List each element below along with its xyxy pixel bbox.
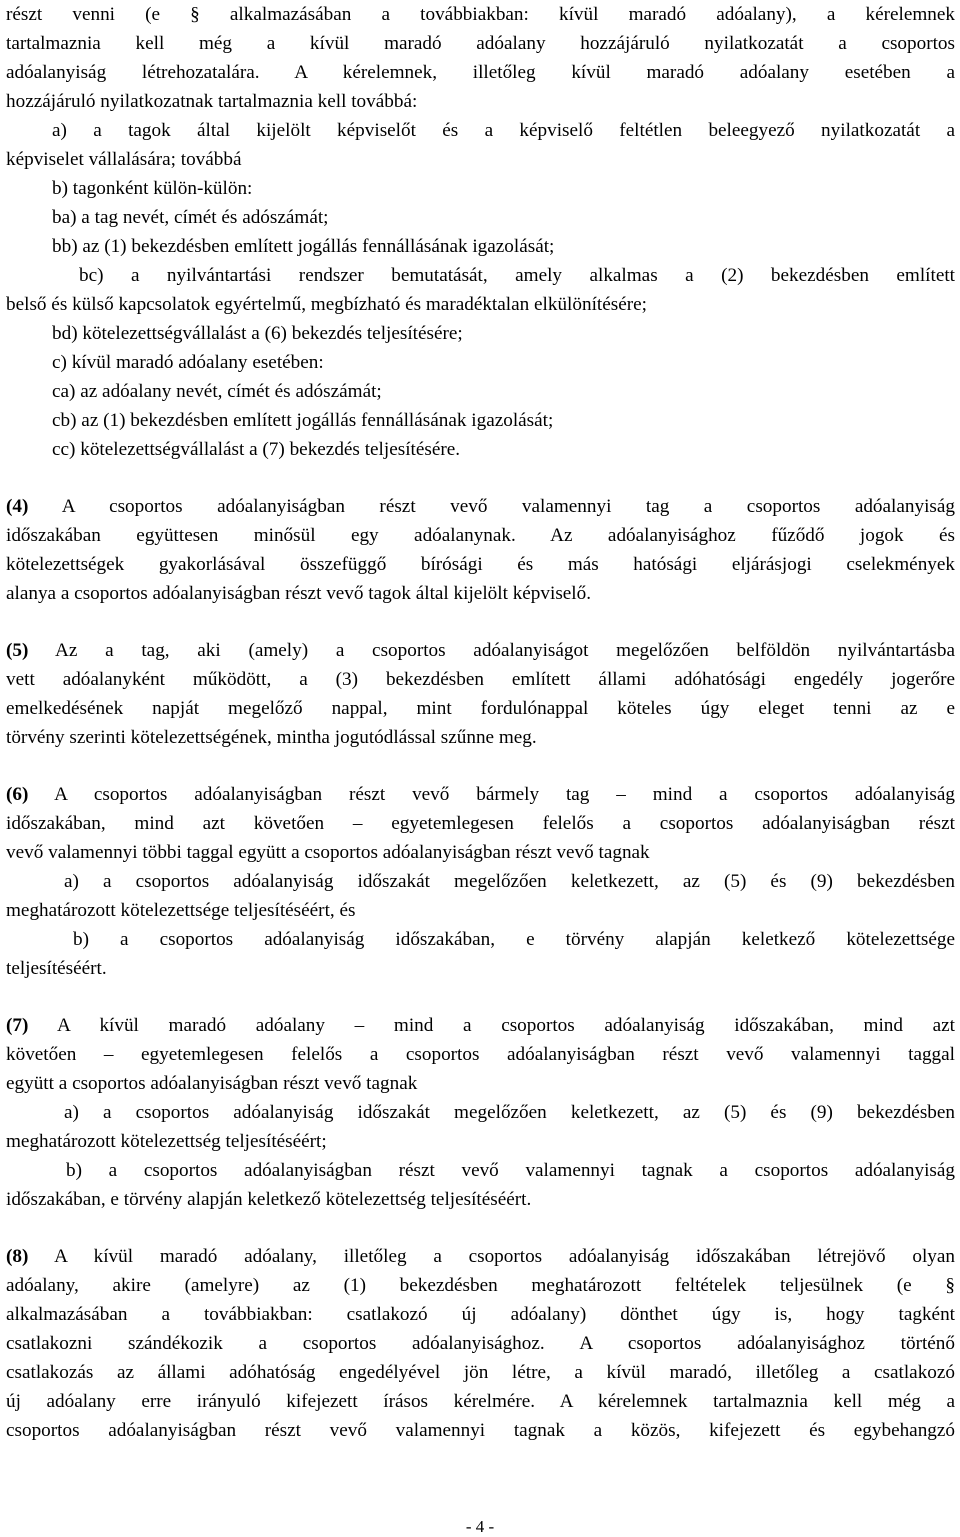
text-line: adóalanyiság létrehozatalára. A kérelemnek, illetőleg kívül maradó adóalany esetében a [6,62,955,83]
text-line: bd) kötelezettségvállalást a (6) bekezdés teljesítésére; [52,323,463,344]
text-line: alkalmazásában a továbbiakban: csatlakozó új adóalany) dönthet úgy is, hogy tagként [6,1304,955,1325]
page-number: - 4 - [465,1517,495,1536]
paragraph-number: (4) [6,496,29,517]
text-line: vett adóalanyként működött, a (3) bekezdésben említett állami adóhatósági engedély jogerőre [6,669,955,690]
paragraph-number: (5) [6,640,29,661]
paragraph-5 [6,636,955,752]
text-line: emelkedésének napját megelőző nappal, mint fordulónappal köteles úgy eleget tenni az e [6,698,955,719]
paragraph-number: (6) [6,784,29,805]
text-line: időszakában együttesen minősül egy adóalanynak. Az adóalanyisághoz fűződő jogok és [6,525,955,546]
text-line: (7) A kívül maradó adóalany – mind a csoportos adóalanyiság időszakában, mind azt [6,1015,955,1036]
document-page [6,0,955,1445]
text-line: együtt a csoportos adóalanyiságban részt vevő tagnak [6,1073,418,1094]
text-line: adóalany, akire (amelyre) az (1) bekezdésben meghatározott feltételek teljesülnek (e § [6,1275,955,1296]
text-line: csoportos adóalanyiságban részt vevő valamennyi tagnak a közös, kifejezett és egybehangzó [6,1420,955,1441]
text-line: (4) A csoportos adóalanyiságban részt vevő valamennyi tag a csoportos adóalanyiság [6,496,955,517]
text-line: csatlakozni szándékozik a csoportos adóalanyisághoz. A csoportos adóalanyisághoz történő [6,1333,955,1354]
text-line: cc) kötelezettségvállalást a (7) bekezdés teljesítésére. [52,439,461,460]
paragraph-7 [6,1011,955,1214]
paragraph-number: (8) [6,1246,29,1267]
paragraph-6 [6,780,955,983]
text-line: b) a csoportos adóalanyiság időszakában, e törvény alapján keletkező kötelezettsége [73,929,955,950]
text-line: bb) az (1) bekezdésben említett jogállás fennállásának igazolását; [52,236,555,257]
text-line: bc) a nyilvántartási rendszer bemutatását, amely alkalmas a (2) bekezdésben említett [79,265,955,286]
text-line: részt venni (e § alkalmazásában a továbbiakban: kívül maradó adóalany), a kérelemnek [6,4,955,25]
text-line: időszakában, e törvény alapján keletkező kötelezettség teljesítéséért. [6,1189,532,1210]
text-line: új adóalany erre irányuló kifejezett írásos kérelmére. A kérelemnek tartalmaznia kell még a [6,1391,955,1412]
paragraph-8 [6,1242,955,1445]
text-line: a) a tagok által kijelölt képviselőt és a képviselő feltétlen beleegyező nyilatkozatát a [52,120,955,141]
text-line: időszakában, mind azt követően – egyetemlegesen felelős a csoportos adóalanyiságban részt [6,813,955,834]
text-line: csatlakozás az állami adóhatóság engedélyével jön létre, a kívül maradó, illetőleg a csatlakozó [6,1362,955,1383]
text-line: követően – egyetemlegesen felelős a csoportos adóalanyiságban részt vevő valamennyi taggal [6,1044,955,1065]
text-line: (8) A kívül maradó adóalany, illetőleg a csoportos adóalanyiság időszakában létrejövő olyan [6,1246,955,1267]
text-line: (6) A csoportos adóalanyiságban részt vevő bármely tag – mind a csoportos adóalanyiság [6,784,955,805]
text-line: kötelezettségek gyakorlásával összefüggő bírósági és más hatósági eljárásjogi cselekmények [6,554,955,575]
text-line: cb) az (1) bekezdésben említett jogállás fennállásának igazolását; [52,410,554,431]
text-line: törvény szerinti kötelezettségének, mintha jogutódlással szűnne meg. [6,727,537,748]
text-line: meghatározott kötelezettség teljesítéséért; [6,1131,327,1152]
text-line: a) a csoportos adóalanyiság időszakát megelőzően keletkezett, az (5) és (9) bekezdésben [64,871,955,892]
text-line: b) a csoportos adóalanyiságban részt vevő valamennyi tagnak a csoportos adóalanyiság [66,1160,955,1181]
text-line: vevő valamennyi többi taggal együtt a csoportos adóalanyiságban részt vevő tagnak [6,842,650,863]
text-line: tartalmaznia kell még a kívül maradó adóalany hozzájáruló nyilatkozatát a csoportos [6,33,955,54]
text-line: c) kívül maradó adóalany esetében: [52,352,324,373]
text-line: a) a csoportos adóalanyiság időszakát megelőzően keletkezett, az (5) és (9) bekezdésben [64,1102,955,1123]
text-line: b) tagonként külön-külön: [52,178,253,199]
text-line: ca) az adóalany nevét, címét és adószámát; [52,381,382,402]
paragraph-number: (7) [6,1015,29,1036]
paragraph-4 [6,492,955,608]
text-line: meghatározott kötelezettsége teljesítéséért, és [6,900,356,921]
text-line: teljesítéséért. [6,958,107,979]
text-line: ba) a tag nevét, címét és adószámát; [52,207,329,228]
text-line: hozzájáruló nyilatkozatnak tartalmaznia kell továbbá: [6,91,418,112]
text-line: képviselet vállalására; továbbá [6,149,242,170]
text-line: belső és külső kapcsolatok egyértelmű, megbízható és maradéktalan elkülönítésére; [6,294,647,315]
text-line: (5) Az a tag, aki (amely) a csoportos adóalanyiságot megelőzően belföldön nyilvántartásba [6,640,955,661]
text-line: alanya a csoportos adóalanyiságban részt vevő tagok által kijelölt képviselő. [6,583,592,604]
